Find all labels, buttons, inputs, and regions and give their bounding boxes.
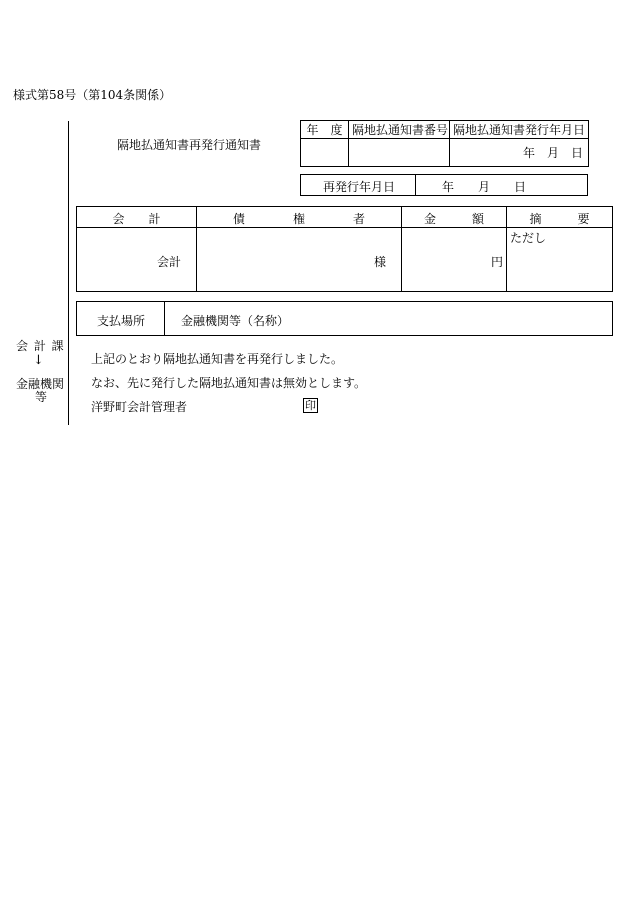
cell-fiscal-year [301, 139, 349, 167]
reissue-date-value: 年 月 日 [442, 180, 527, 194]
document-title: 隔地払通知書再発行通知書 [117, 138, 262, 152]
payment-place-divider [164, 302, 165, 335]
cell-creditor: 様 [374, 255, 387, 269]
header-amount: 金 額 [423, 212, 484, 226]
cell-notice-issue-date: 年 月 日 [450, 139, 589, 167]
reissue-date-label: 再発行年月日 [323, 180, 396, 194]
header-account: 会 計 [112, 212, 161, 226]
header-remarks: 摘 要 [529, 212, 590, 226]
form-number-label: 様式第58号（第104条関係） [13, 88, 172, 102]
main-table-header-rule [77, 227, 612, 228]
payment-place-value: 金融機関等（名称） [181, 314, 290, 328]
header-notice-number: 隔地払通知書番号 [349, 121, 450, 139]
cell-account: 会計 [157, 255, 182, 269]
notice-info-table [300, 120, 589, 167]
header-fiscal-year: 年 度 [301, 121, 349, 139]
message-reissued: 上記のとおり隔地払通知書を再発行しました。 [91, 352, 344, 366]
routing-from: 会 計 課 [16, 339, 65, 353]
seal-mark: 印 [305, 399, 316, 412]
payment-place-box [76, 301, 613, 336]
signer-title: 洋野町会計管理者 [91, 400, 188, 414]
main-table [76, 206, 613, 292]
cell-remarks: ただし [510, 231, 547, 245]
routing-arrow-icon: ↓ [33, 353, 44, 368]
reissue-date-box [300, 174, 588, 196]
routing-to-line2: 等 [35, 390, 48, 404]
routing-to-line1: 金融機関 [16, 377, 65, 391]
cell-notice-number [349, 139, 450, 167]
left-divider [68, 121, 69, 425]
header-creditor: 債 権 者 [232, 212, 365, 226]
reissue-divider [415, 175, 416, 195]
cell-amount: 円 [491, 255, 504, 269]
header-notice-issue-date: 隔地払通知書発行年月日 [450, 121, 589, 139]
message-invalidated: なお、先に発行した隔地払通知書は無効とします。 [91, 376, 367, 390]
payment-place-label: 支払場所 [97, 314, 146, 328]
